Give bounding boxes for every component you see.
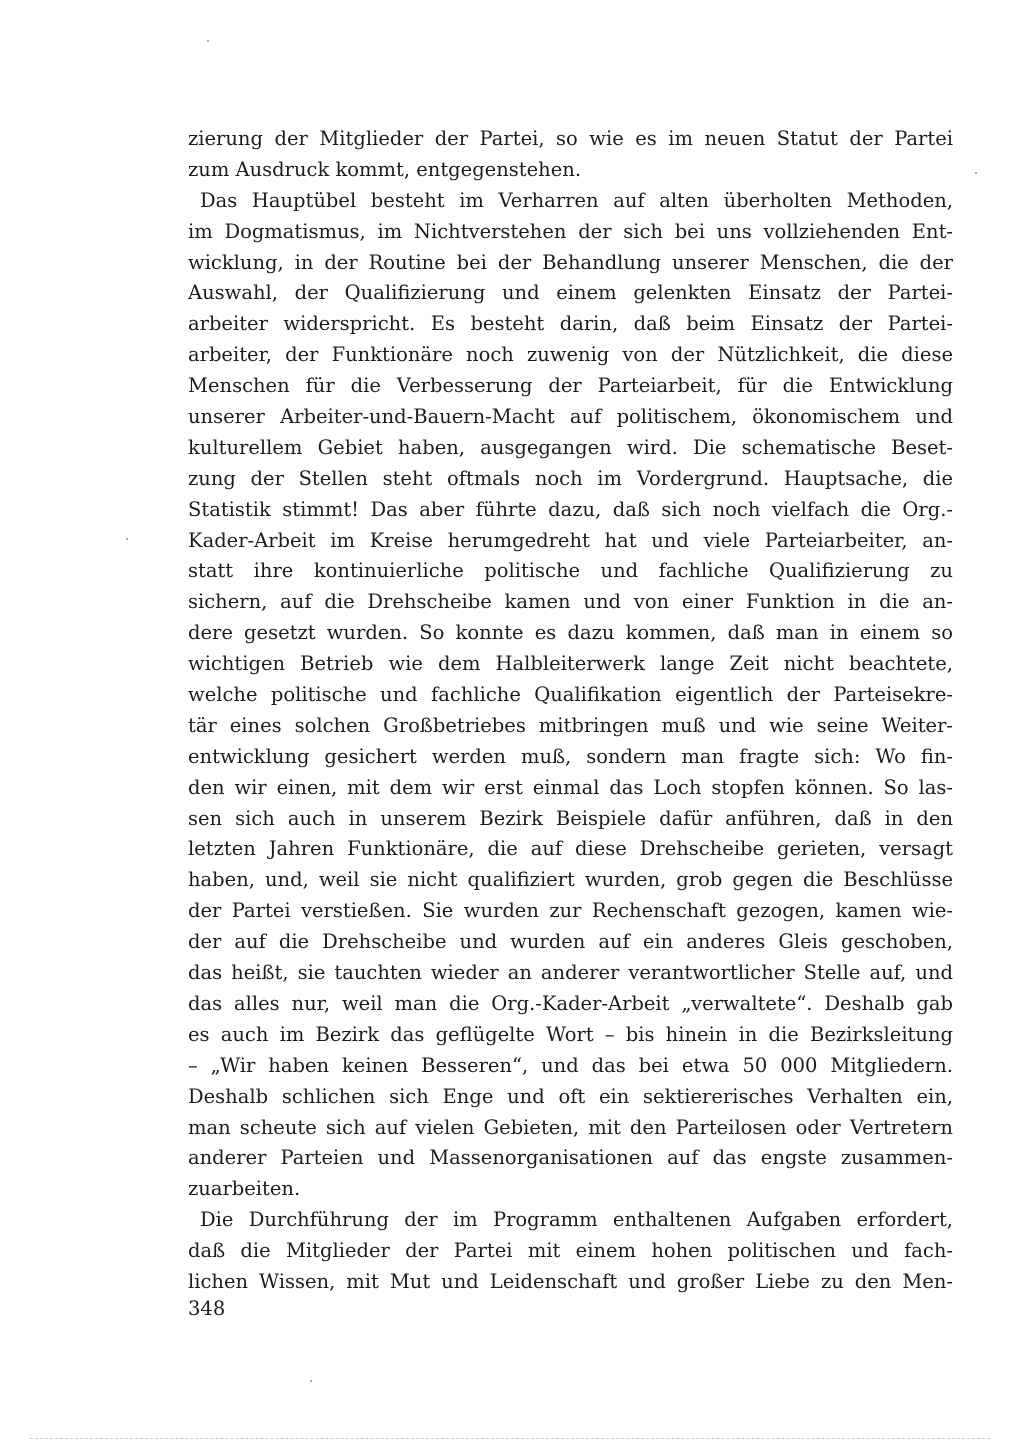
scan-speck bbox=[310, 1380, 312, 1382]
text-line: sichern, auf die Drehscheibe kamen und von einer Funktion in die an- bbox=[188, 590, 953, 614]
text-line: kulturellem Gebiet haben, ausgegangen wird. Die schematische Beset- bbox=[188, 435, 953, 459]
text-line: Menschen für die Verbesserung der Parteiarbeit, für die Entwicklung bbox=[188, 374, 953, 398]
scan-speck bbox=[975, 172, 977, 174]
text-line: – „Wir haben keinen Besseren“, und das bei etwa 50 000 Mitgliedern. bbox=[188, 1053, 953, 1077]
text-line: lichen Wissen, mit Mut und Leidenschaft und großer Liebe zu den Men- bbox=[188, 1269, 953, 1293]
scan-bottom-edge bbox=[30, 1438, 990, 1439]
text-line: das heißt, sie tauchten wieder an anderer verantwortlicher Stelle auf, und bbox=[188, 961, 953, 985]
text-line: das alles nur, weil man die Org.-Kader-Arbeit „verwaltete“. Deshalb gab bbox=[188, 991, 953, 1015]
text-line: entwicklung gesichert werden muß, sondern man fragte sich: Wo fin- bbox=[188, 744, 953, 768]
text-line: zum Ausdruck kommt, entgegenstehen. bbox=[188, 157, 582, 181]
text-line: anderer Parteien und Massenorganisationen auf das engste zusammen- bbox=[188, 1146, 953, 1170]
scan-speck bbox=[126, 538, 128, 540]
text-line: der auf die Drehscheibe und wurden auf ein anderes Gleis geschoben, bbox=[188, 930, 953, 954]
text-line: Statistik stimmt! Das aber führte dazu, daß sich noch vielfach die Org.- bbox=[188, 497, 953, 521]
text-line: arbeiter widerspricht. Es besteht darin, daß beim Einsatz der Partei- bbox=[188, 312, 953, 336]
scan-speck bbox=[207, 40, 209, 42]
text-line: Die Durchführung der im Programm enthaltenen Aufgaben erfordert, bbox=[200, 1208, 953, 1232]
text-line: haben, und, weil sie nicht qualifiziert wurden, grob gegen die Beschlüsse bbox=[188, 868, 953, 892]
text-line: daß die Mitglieder der Partei mit einem hohen politischen und fach- bbox=[188, 1239, 953, 1263]
text-line: statt ihre kontinuierliche politische und fachliche Qualifizierung zu bbox=[188, 559, 953, 583]
text-line: zierung der Mitglieder der Partei, so wie es im neuen Statut der Partei bbox=[188, 127, 953, 150]
text-line: sen sich auch in unserem Bezirk Beispiele dafür anführen, daß in den bbox=[188, 806, 953, 830]
text-line: welche politische und fachliche Qualifikation eigentlich der Parteisekre- bbox=[188, 683, 953, 707]
text-line: dere gesetzt wurden. So konnte es dazu kommen, daß man in einem so bbox=[188, 621, 953, 645]
text-line: der Partei verstießen. Sie wurden zur Rechenschaft gezogen, kamen wie- bbox=[188, 899, 953, 923]
text-line: Deshalb schlichen sich Enge und oft ein sektiererisches Verhalten ein, bbox=[188, 1084, 953, 1108]
text-line: es auch im Bezirk das geflügelte Wort – bis hinein in die Bezirksleitung bbox=[188, 1022, 953, 1046]
text-line: man scheute sich auf vielen Gebieten, mit den Parteilosen oder Vertretern bbox=[188, 1115, 953, 1139]
text-line: Kader-Arbeit im Kreise herumgedreht hat und viele Parteiarbeiter, an- bbox=[188, 528, 953, 552]
text-line: unserer Arbeiter-und-Bauern-Macht auf politischem, ökonomischem und bbox=[188, 405, 953, 429]
text-line: tär eines solchen Großbetriebes mitbringen muß und wie seine Weiter- bbox=[188, 713, 953, 737]
text-line: Auswahl, der Qualifizierung und einem gelenkten Einsatz der Partei- bbox=[188, 281, 953, 305]
text-line: zung der Stellen steht oftmals noch im Vordergrund. Hauptsache, die bbox=[188, 466, 953, 490]
text-line: den wir einen, mit dem wir erst einmal das Loch stopfen können. So las- bbox=[188, 775, 953, 799]
text-line: zuarbeiten. bbox=[188, 1177, 301, 1201]
text-line: wichtigen Betrieb wie dem Halbleiterwerk lange Zeit nicht beachtete, bbox=[188, 652, 953, 676]
body-text bbox=[188, 124, 953, 1298]
text-line: wicklung, in der Routine bei der Behandlung unserer Menschen, die der bbox=[188, 250, 953, 274]
text-line: im Dogmatismus, im Nichtverstehen der sich bei uns vollziehenden Ent- bbox=[188, 219, 953, 243]
text-line: arbeiter, der Funktionäre noch zuwenig von der Nützlichkeit, die diese bbox=[188, 343, 953, 367]
text-line: Das Hauptübel besteht im Verharren auf alten überholten Methoden, bbox=[200, 188, 953, 212]
page-number: 348 bbox=[188, 1297, 226, 1320]
text-line: letzten Jahren Funktionäre, die auf diese Drehscheibe gerieten, versagt bbox=[188, 837, 953, 861]
